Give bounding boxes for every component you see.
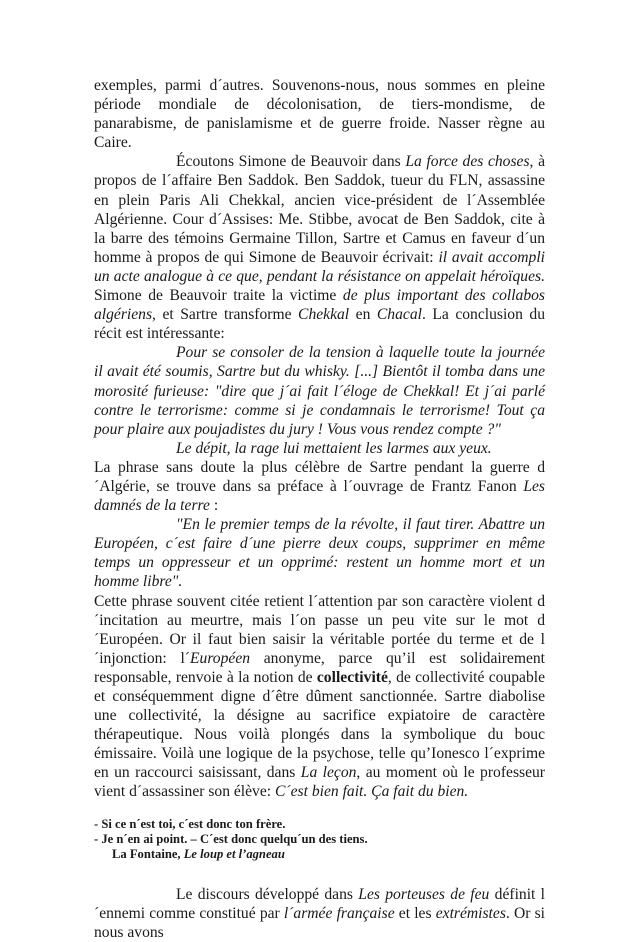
paragraph-beauvoir <box>94 152 545 343</box>
paragraph-porteuses <box>94 885 545 942</box>
block-quote-depit <box>94 439 545 458</box>
name-term: Chacal <box>376 306 422 324</box>
text-segment: Simone de Beauvoir traite la victime <box>94 287 343 305</box>
quote-text: Pour se consoler de la tension à laquelle toute la journée il avait été soumis, Sartre but du whisky. [...] Bientôt il tomba dans une morosité furieuse: "dire que j´ai fait l´éloge de Chekkal! Et j´ai parlé contre le terrorisme: comme si je condamnais le terrorisme! Tout ça pour plaire aux poujadistes du jury ! Vous vous rendez compte ?" <box>94 344 545 438</box>
paragraph-fanon <box>94 458 545 515</box>
fable-line: - Si ce n´est toi, c´est donc ton frère. <box>94 816 286 831</box>
text-segment: , à propos de l´affaire Ben Saddok. Ben Saddok, tueur du FLN, assassine en plein Paris Ali Chekkal, ancien vice-président de l´Assemblée Algérienne. Cour d´Assises: Me. Stibbe, avocat de Ben Saddok, cite à la barre des témoins Germaine Tillon, Sartre et Camus en faveur d´un homme à propos de qui Simone de Beauvoir écrivait: <box>94 153 545 266</box>
text-segment: définit l´ennemi comme constitué par <box>94 885 545 922</box>
quote-text: "En le premier temps de la révolte, il faut tirer. Abattre un Européen, c´est faire d´une pierre deux coups, supprimer en même temps un oppresseur et un opprimé: restent un homme mort et un homme libre". <box>94 516 545 591</box>
fable-work: Le loup et l’agneau <box>183 846 285 861</box>
text-segment: , et Sartre transforme <box>152 306 299 324</box>
fable-line: - Je n´en ai point. – C´est donc quelqu´un des tiens. <box>94 831 368 846</box>
quote-text: Le dépit, la rage lui mettaient les larmes aux yeux. <box>176 439 492 457</box>
text-segment: et les <box>394 904 436 922</box>
fable-epigraph <box>94 817 545 862</box>
book-title: La force des choses <box>405 153 530 171</box>
text-segment: anonyme, parce qu’il est solidairement responsable, renvoie à la notion de <box>94 649 546 686</box>
book-title: Les damnés de la terre <box>94 477 545 515</box>
book-title: Les porteuses de feu <box>358 885 490 903</box>
paragraph-intro: exemples, parmi d´autres. Souvenons-nous, nous sommes en pleine période mondiale de décolonisation, de tiers-mondisme, de panarabisme, de panislamisme et de guerre froide. Nasser règne au Caire. <box>94 77 545 152</box>
text-segment: Le discours développé dans <box>176 885 359 903</box>
term: l´armée française <box>283 904 395 922</box>
text-segment: Cette phrase souvent citée retient l´attention par son caractère violent d ´incitation au meurtre, mais l´on passe un peu vite sur le mot d´Européen. Or il faut bien saisir la véritable portée du terme et de l´injonction: l´ <box>94 592 545 667</box>
bold-term: collectivité <box>316 668 388 686</box>
text-segment: : <box>209 497 219 515</box>
document-page <box>94 76 545 942</box>
fable-author: La Fontaine, <box>112 846 184 861</box>
name-term: Chekkal <box>298 306 350 324</box>
inline-quote: de plus important des collabos algériens <box>94 287 545 324</box>
text-segment: , de collectivité coupable et conséquemment digne d´être dûment sanctionnée. Sartre diabolise une collectivité, la désigne au sacrifice expiatoire de caractère thérapeutique. Nous voilà plongés dans la symbolique du bouc émissaire. Voilà une logique de la psychose, telle qu’Ionesco l´exprime en un raccourci saisissant, dans <box>94 668 545 782</box>
text-segment: , au moment où le professeur vient d´assassiner son élève: <box>94 764 545 801</box>
paragraph-analysis <box>94 592 545 802</box>
text-segment: en <box>349 306 377 324</box>
block-quote-sartre <box>94 343 545 438</box>
text-segment: Écoutons Simone de Beauvoir dans <box>176 153 406 171</box>
text-segment: La phrase sans doute la plus célèbre de Sartre pendant la guerre d´Algérie, se trouve dans sa préface à l´ouvrage de Frantz Fanon <box>94 458 545 495</box>
term: Européen <box>190 649 251 667</box>
block-quote-fanon <box>94 515 545 591</box>
play-title: La leçon <box>300 764 357 782</box>
text-segment: . Or si nous avons <box>94 904 545 941</box>
inline-quote: il avait accompli un acte analogue à ce que, pendant la résistance on appelait héroïques. <box>94 248 546 285</box>
text-segment: . La conclusion du récit est intéressante: <box>94 306 546 343</box>
fable-source <box>94 847 545 862</box>
term: extrémistes <box>435 904 506 922</box>
inline-quote: C´est bien fait. Ça fait du bien. <box>275 783 469 801</box>
